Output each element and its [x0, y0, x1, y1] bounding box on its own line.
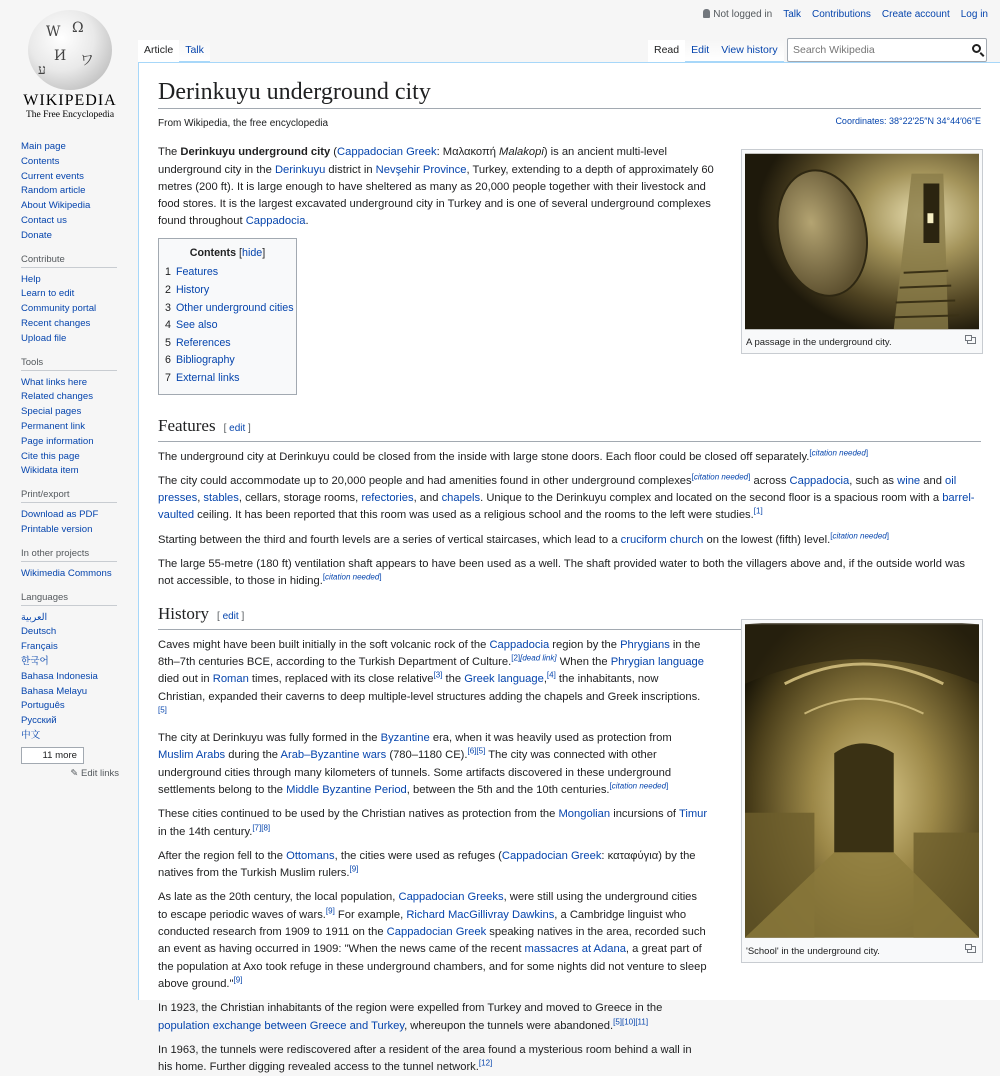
- language-link-malay[interactable]: Bahasa Melayu: [21, 685, 88, 697]
- projects-heading: In other projects: [21, 548, 117, 562]
- sidebar-item-random-article[interactable]: Random article: [21, 185, 86, 197]
- language-link-german[interactable]: Deutsch: [21, 626, 57, 638]
- language-link-french[interactable]: Français: [21, 641, 58, 653]
- tools-portal: [0, 357, 138, 480]
- edit-section-link[interactable]: edit: [222, 610, 239, 622]
- search-icon[interactable]: [972, 44, 981, 53]
- toc-item[interactable]: 3 Other underground cities: [165, 301, 294, 314]
- sidebar-item-about[interactable]: About Wikipedia: [21, 200, 91, 212]
- sidebar-item-wikidata-item[interactable]: Wikidata item: [21, 465, 79, 477]
- sidebar-item-related-changes[interactable]: Related changes: [21, 391, 94, 403]
- contribute-portal: [0, 254, 138, 347]
- passage-photo[interactable]: [745, 153, 979, 330]
- history-paragraph: In 1923, the Christian inhabitants of the region were expelled from Turkey and moved to Greece in the population exchange between Greece and Turkey, whereupon the tunnels were abandoned.[5][10][11]: [158, 1002, 663, 1032]
- sidebar: [0, 140, 138, 789]
- not-logged-in: Not logged in: [703, 9, 772, 20]
- contribute-heading: Contribute: [21, 254, 117, 268]
- toc-item[interactable]: 6 Bibliography: [165, 354, 235, 367]
- history-paragraph: In 1963, the tunnels were rediscovered after a resident of the area found a mysterious room behind a wall in his home. Further digging revealed access to the tunnel network.[12]: [158, 1043, 692, 1074]
- history-paragraph: These cities continued to be used by the Christian natives as protection from the Mongolian incursions of Timur in the 14th century.[7][8]: [158, 808, 708, 838]
- language-link-korean[interactable]: 한국어: [21, 655, 49, 667]
- history-paragraph: After the region fell to the Ottomans, the cities were used as refuges (Cappadocian Greek: καταφύγια) by the natives from the Turkish Muslim rulers.[9]: [158, 849, 696, 880]
- toc-title: Contents [hide]: [189, 246, 266, 259]
- pencil-icon: ✎: [70, 767, 79, 779]
- tab-edit[interactable]: Edit: [685, 40, 715, 62]
- school-photo[interactable]: [745, 623, 979, 939]
- logo-tagline: The Free Encyclopedia: [25, 110, 115, 120]
- language-link-indonesian[interactable]: Bahasa Indonesia: [21, 670, 98, 682]
- tab-talk[interactable]: Talk: [179, 40, 210, 62]
- user-icon: [703, 9, 710, 18]
- sidebar-item-learn-to-edit[interactable]: Learn to edit: [21, 288, 75, 300]
- print-heading: Print/export: [21, 489, 117, 503]
- content: [138, 62, 1000, 1074]
- site-subtitle: From Wikipedia, the free encyclopedia: [158, 118, 329, 129]
- tools-heading: Tools: [21, 357, 117, 371]
- sidebar-item-main-page[interactable]: Main page: [21, 141, 66, 152]
- sidebar-item-recent-changes[interactable]: Recent changes: [21, 317, 91, 329]
- sidebar-item-page-information[interactable]: Page information: [21, 435, 94, 447]
- languages-heading: Languages: [21, 592, 117, 606]
- thumbnail-caption: 'School' in the underground city.: [745, 943, 979, 959]
- print-portal: [0, 489, 138, 538]
- section-heading-features: Features [ edit ]: [158, 415, 981, 442]
- sidebar-item-what-links-here[interactable]: What links here: [21, 376, 88, 388]
- sidebar-item-wikimedia-commons[interactable]: Wikimedia Commons: [21, 567, 112, 579]
- features-paragraph: The underground city at Derinkuyu could be closed from the inside with large stone doors. Each floor could be closed off separately.[citation needed]: [158, 447, 869, 463]
- sidebar-item-printable-version[interactable]: Printable version: [21, 523, 93, 535]
- features-paragraph: The large 55-metre (180 ft) ventilation shaft appears to have been used as a well. The shaft provided water to both the villagers above and, if the outside world was not accessible, to those in hiding.[citation needed]: [158, 558, 966, 588]
- thumbnail-caption: A passage in the underground city.: [745, 334, 979, 350]
- talk-link[interactable]: Talk: [783, 9, 801, 20]
- language-link-portuguese[interactable]: Português: [21, 700, 65, 712]
- sidebar-item-donate[interactable]: Donate: [21, 229, 52, 241]
- languages-portal: [0, 592, 138, 779]
- toc-item[interactable]: 5 References: [165, 336, 231, 349]
- sidebar-item-upload-file[interactable]: Upload file: [21, 332, 67, 344]
- history-paragraph: The city at Derinkuyu was fully formed in the Byzantine era, when it was heavily used as protection from Muslim Arabs during the Arab–Byzantine wars (780–1180 CE).[6][5] The city was connected with other underground cities through many kilometers of tunnels. Some artifacts discovered in these underground settlements belong to the Middle Byzantine Period, between the 5th and the 10th centuries.[citation needed]: [158, 732, 672, 796]
- sidebar-item-community-portal[interactable]: Community portal: [21, 303, 97, 315]
- more-languages-button[interactable]: 11 more: [21, 747, 84, 764]
- table-of-contents: [158, 238, 297, 395]
- coordinates[interactable]: Coordinates: 38°22′25″N 34°44′06″E: [835, 116, 981, 126]
- create-account-link[interactable]: Create account: [881, 9, 950, 20]
- navigation-portal: [0, 140, 138, 244]
- sidebar-item-permanent-link[interactable]: Permanent link: [21, 420, 85, 432]
- features-paragraph: Starting between the third and fourth levels are a series of vertical staircases, which lead to a cruciform church on the lowest (fifth) level.[citation needed]: [158, 530, 889, 546]
- language-link-russian[interactable]: Русский: [21, 715, 57, 727]
- sidebar-item-contents[interactable]: Contents: [21, 155, 60, 167]
- section-heading-history: History [ edit ]: [158, 603, 981, 630]
- link-derinkuyu[interactable]: Derinkuyu: [274, 163, 326, 176]
- sidebar-item-help[interactable]: Help: [21, 273, 41, 285]
- enlarge-icon[interactable]: [967, 946, 976, 953]
- page-title: Derinkuyu underground city: [158, 77, 981, 109]
- language-link-chinese[interactable]: 中文: [21, 729, 41, 741]
- logo-wordmark: WIKIPEDIA: [23, 92, 117, 109]
- link-cappadocian-greek[interactable]: Cappadocian Greek: [337, 146, 437, 159]
- tab-view-history[interactable]: View history: [715, 40, 783, 62]
- tab-article[interactable]: Article: [138, 40, 179, 62]
- wikipedia-logo[interactable]: [15, 10, 125, 122]
- toc-item[interactable]: 4 See also: [165, 319, 218, 332]
- features-paragraph: The city could accommodate up to 20,000 people and had amenities found in other underground complexes[citation needed] across Cappadocia, such as wine and oil presses, stables, cellars, storage rooms, refectories, and chapels. Unique to the Derinkuyu complex and located on the second floor is a spacious room with a barrel-vaulted ceiling. It has been reported that this room was used as a religious school and the rooms to the left were studies.[1]: [158, 472, 975, 522]
- coordinates-value[interactable]: 38°22′25″N 34°44′06″E: [888, 116, 981, 126]
- enlarge-icon[interactable]: [967, 337, 976, 344]
- sidebar-item-special-pages[interactable]: Special pages: [21, 406, 82, 418]
- toc-item[interactable]: 7 External links: [165, 371, 240, 384]
- search-box: [787, 38, 987, 62]
- edit-section-link[interactable]: edit: [229, 422, 246, 434]
- history-paragraph: As late as the 20th century, the local population, Cappadocian Greeks, were still using the underground cities to escape periodic waves of wars.[9] For example, Richard MacGillivray Dawkins, a Cambridge linguist who conducted research from 1909 to 1911 on the Cappadocian Greek speaking natives in the area, recorded such an event as having occurred in 1909: "When the news came of the recent massacres at Adana, a great part of the population at Axo took refuge in these underground chambers, and for some nights did not venture to sleep above ground."[9]: [158, 891, 707, 990]
- puzzle-globe-icon: W Ω И ワ ע: [28, 10, 112, 90]
- link-nevsehir-province[interactable]: Nevşehir Province: [375, 163, 467, 176]
- sidebar-item-contact[interactable]: Contact us: [21, 214, 67, 226]
- personal-tools: [703, 9, 988, 20]
- toc-item[interactable]: 2 History: [165, 283, 210, 296]
- link-cappadocia[interactable]: Cappadocia: [245, 215, 306, 228]
- history-text: [158, 637, 708, 1076]
- namespace-tabs: [138, 40, 210, 62]
- sidebar-item-cite-this-page[interactable]: Cite this page: [21, 450, 80, 462]
- sidebar-item-download-pdf[interactable]: Download as PDF: [21, 509, 99, 521]
- language-link-arabic[interactable]: العربية: [21, 611, 48, 623]
- contributions-link[interactable]: Contributions: [812, 9, 871, 20]
- history-paragraph: Caves might have been built initially in the soft volcanic rock of the Cappadocia region by the Phrygians in the 8th–7th centuries BCE, according to the Turkish Department of Culture.[2][dead link] When the Phrygian language died out in Roman times, replaced with its close relative[3] the Greek language,[4] the inhabitants, now Christian, expanded their caverns to deep multiple-level structures adding the chapels and Greek inscriptions.[5]: [158, 638, 705, 715]
- log-in-link[interactable]: Log in: [960, 9, 988, 20]
- toc-item[interactable]: 1 Features: [165, 266, 219, 279]
- sidebar-item-current-events[interactable]: Current events: [21, 170, 84, 182]
- edit-links[interactable]: ✎ Edit links: [70, 767, 119, 779]
- projects-portal: [0, 548, 138, 582]
- search-input[interactable]: [788, 39, 958, 61]
- toc-hide-link[interactable]: hide: [242, 246, 263, 259]
- lead-paragraph: The Derinkuyu underground city (Cappadocian Greek: Μαλακοπή Malakopi) is an ancient multi-level underground city in the Derinkuyu district in Nevşehir Province, Turkey, extending to a depth of approximately 60 metres (200 ft). It is large enough to have sheltered as many as 20,000 people together with their livestock and food stores. It is the largest excavated underground city in Turkey and is one of several underground complexes found throughout Cappadocia.: [158, 146, 714, 228]
- thumbnail-school: [741, 619, 983, 963]
- thumbnail-passage: [741, 149, 983, 354]
- view-tabs: [648, 40, 784, 62]
- tab-read[interactable]: Read: [648, 40, 685, 62]
